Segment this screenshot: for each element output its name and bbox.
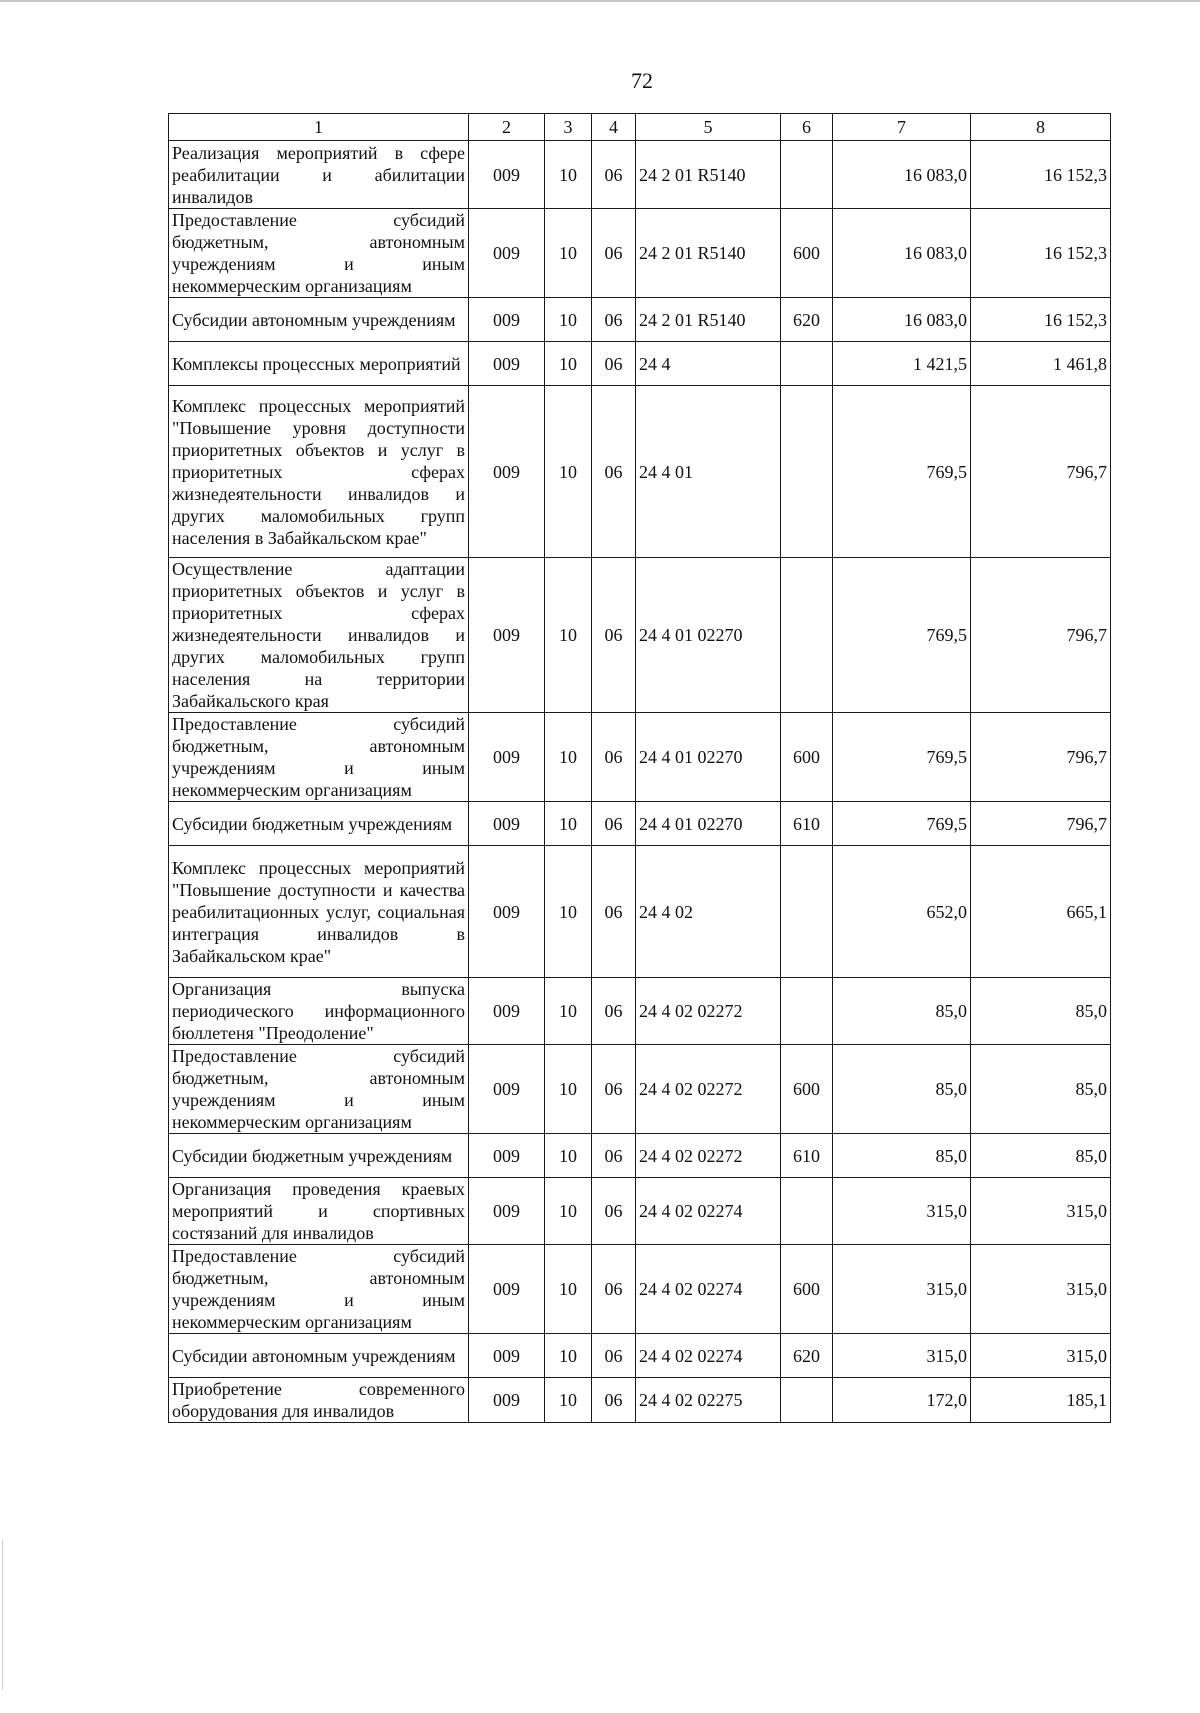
table-row (169, 1178, 1111, 1245)
subsection-code: 06 (592, 1378, 636, 1423)
chapter-code: 009 (469, 1378, 545, 1423)
table-header-row (169, 114, 1111, 141)
amount-year-1: 315,0 (833, 1178, 971, 1245)
amount-year-2: 665,1 (971, 846, 1111, 978)
amount-year-2: 85,0 (971, 1045, 1111, 1134)
row-description: Субсидии бюджетным учреждениям (169, 1134, 469, 1178)
section-code: 10 (545, 846, 592, 978)
column-header: 1 (169, 114, 469, 141)
target-article-code: 24 4 01 02270 (636, 558, 781, 713)
chapter-code: 009 (469, 209, 545, 298)
table-row (169, 342, 1111, 386)
row-description: Предоставление субсидий бюджетным, автономным учреждениям и иным некоммерческим организациям (169, 1045, 469, 1134)
section-code: 10 (545, 558, 592, 713)
expense-type-code: 620 (781, 1334, 833, 1378)
amount-year-1: 769,5 (833, 802, 971, 846)
expense-type-code (781, 342, 833, 386)
subsection-code: 06 (592, 342, 636, 386)
row-description: Субсидии бюджетным учреждениям (169, 802, 469, 846)
subsection-code: 06 (592, 1245, 636, 1334)
amount-year-2: 1 461,8 (971, 342, 1111, 386)
table-row (169, 802, 1111, 846)
section-code: 10 (545, 209, 592, 298)
subsection-code: 06 (592, 846, 636, 978)
expense-type-code (781, 978, 833, 1045)
chapter-code: 009 (469, 846, 545, 978)
subsection-code: 06 (592, 1134, 636, 1178)
row-description: Комплекс процессных мероприятий "Повышение доступности и качества реабилитационных услуг, социальная интеграция инвалидов в Забайкальском крае" (169, 846, 469, 978)
row-description: Осуществление адаптации приоритетных объектов и услуг в приоритетных сферах жизнедеятельности инвалидов и других маломобильных групп населения на территории Забайкальского края (169, 558, 469, 713)
target-article-code: 24 4 01 02270 (636, 713, 781, 802)
amount-year-2: 16 152,3 (971, 209, 1111, 298)
chapter-code: 009 (469, 558, 545, 713)
table-row (169, 846, 1111, 978)
section-code: 10 (545, 1045, 592, 1134)
table-row (169, 209, 1111, 298)
target-article-code: 24 4 02 02274 (636, 1334, 781, 1378)
subsection-code: 06 (592, 802, 636, 846)
target-article-code: 24 4 02 02274 (636, 1178, 781, 1245)
expense-type-code: 610 (781, 1134, 833, 1178)
expense-type-code (781, 386, 833, 558)
target-article-code: 24 4 02 02272 (636, 1134, 781, 1178)
section-code: 10 (545, 978, 592, 1045)
section-code: 10 (545, 1245, 592, 1334)
column-header: 6 (781, 114, 833, 141)
table-row (169, 386, 1111, 558)
target-article-code: 24 2 01 R5140 (636, 209, 781, 298)
subsection-code: 06 (592, 1045, 636, 1134)
row-description: Приобретение современного оборудования для инвалидов (169, 1378, 469, 1423)
table-row (169, 298, 1111, 342)
amount-year-1: 85,0 (833, 978, 971, 1045)
section-code: 10 (545, 1334, 592, 1378)
expense-type-code: 600 (781, 1245, 833, 1334)
amount-year-1: 172,0 (833, 1378, 971, 1423)
table-row (169, 1134, 1111, 1178)
table-row (169, 713, 1111, 802)
table-row (169, 141, 1111, 209)
amount-year-2: 185,1 (971, 1378, 1111, 1423)
subsection-code: 06 (592, 209, 636, 298)
target-article-code: 24 4 02 02272 (636, 1045, 781, 1134)
amount-year-2: 85,0 (971, 978, 1111, 1045)
chapter-code: 009 (469, 298, 545, 342)
chapter-code: 009 (469, 386, 545, 558)
row-description: Предоставление субсидий бюджетным, автономным учреждениям и иным некоммерческим организациям (169, 209, 469, 298)
expense-type-code: 600 (781, 1045, 833, 1134)
row-description: Комплекс процессных мероприятий "Повышение уровня доступности приоритетных объектов и услуг в приоритетных сферах жизнедеятельности инвалидов и других маломобильных групп населения в Забайкальском крае" (169, 386, 469, 558)
table-row (169, 1045, 1111, 1134)
row-description: Субсидии автономным учреждениям (169, 1334, 469, 1378)
amount-year-1: 16 083,0 (833, 298, 971, 342)
amount-year-1: 769,5 (833, 558, 971, 713)
subsection-code: 06 (592, 978, 636, 1045)
section-code: 10 (545, 1178, 592, 1245)
section-code: 10 (545, 141, 592, 209)
target-article-code: 24 2 01 R5140 (636, 298, 781, 342)
amount-year-1: 652,0 (833, 846, 971, 978)
column-header: 2 (469, 114, 545, 141)
row-description: Реализация мероприятий в сфере реабилитации и абилитации инвалидов (169, 141, 469, 209)
chapter-code: 009 (469, 1045, 545, 1134)
target-article-code: 24 4 01 (636, 386, 781, 558)
scan-edge-top (0, 0, 1200, 2)
subsection-code: 06 (592, 713, 636, 802)
chapter-code: 009 (469, 1245, 545, 1334)
amount-year-2: 315,0 (971, 1334, 1111, 1378)
amount-year-1: 16 083,0 (833, 209, 971, 298)
subsection-code: 06 (592, 298, 636, 342)
table-row (169, 1378, 1111, 1423)
row-description: Предоставление субсидий бюджетным, автономным учреждениям и иным некоммерческим организациям (169, 713, 469, 802)
subsection-code: 06 (592, 141, 636, 209)
section-code: 10 (545, 298, 592, 342)
expense-type-code (781, 846, 833, 978)
section-code: 10 (545, 1134, 592, 1178)
amount-year-1: 315,0 (833, 1245, 971, 1334)
table-body (169, 114, 1111, 1423)
amount-year-1: 769,5 (833, 386, 971, 558)
amount-year-2: 16 152,3 (971, 298, 1111, 342)
row-description: Комплексы процессных мероприятий (169, 342, 469, 386)
section-code: 10 (545, 713, 592, 802)
table-row (169, 558, 1111, 713)
budget-table (168, 113, 1111, 1423)
target-article-code: 24 4 02 (636, 846, 781, 978)
chapter-code: 009 (469, 713, 545, 802)
amount-year-1: 769,5 (833, 713, 971, 802)
row-description: Предоставление субсидий бюджетным, автономным учреждениям и иным некоммерческим организациям (169, 1245, 469, 1334)
target-article-code: 24 4 02 02272 (636, 978, 781, 1045)
amount-year-2: 85,0 (971, 1134, 1111, 1178)
row-description: Организация проведения краевых мероприятий и спортивных состязаний для инвалидов (169, 1178, 469, 1245)
expense-type-code: 620 (781, 298, 833, 342)
chapter-code: 009 (469, 978, 545, 1045)
expense-type-code (781, 558, 833, 713)
amount-year-1: 1 421,5 (833, 342, 971, 386)
expense-type-code: 600 (781, 209, 833, 298)
subsection-code: 06 (592, 558, 636, 713)
amount-year-2: 16 152,3 (971, 141, 1111, 209)
column-header: 3 (545, 114, 592, 141)
section-code: 10 (545, 802, 592, 846)
expense-type-code (781, 141, 833, 209)
subsection-code: 06 (592, 1334, 636, 1378)
chapter-code: 009 (469, 1178, 545, 1245)
amount-year-1: 85,0 (833, 1045, 971, 1134)
expense-type-code (781, 1178, 833, 1245)
expense-type-code (781, 1378, 833, 1423)
target-article-code: 24 4 (636, 342, 781, 386)
amount-year-2: 796,7 (971, 802, 1111, 846)
table-row (169, 978, 1111, 1045)
expense-type-code: 610 (781, 802, 833, 846)
table-row (169, 1245, 1111, 1334)
amount-year-2: 796,7 (971, 558, 1111, 713)
target-article-code: 24 4 02 02275 (636, 1378, 781, 1423)
row-description: Организация выпуска периодического информационного бюллетеня "Преодоление" (169, 978, 469, 1045)
section-code: 10 (545, 1378, 592, 1423)
amount-year-1: 16 083,0 (833, 141, 971, 209)
amount-year-2: 315,0 (971, 1178, 1111, 1245)
section-code: 10 (545, 386, 592, 558)
expense-type-code: 600 (781, 713, 833, 802)
subsection-code: 06 (592, 386, 636, 558)
column-header: 5 (636, 114, 781, 141)
amount-year-1: 85,0 (833, 1134, 971, 1178)
target-article-code: 24 4 01 02270 (636, 802, 781, 846)
row-description: Субсидии автономным учреждениям (169, 298, 469, 342)
column-header: 4 (592, 114, 636, 141)
section-code: 10 (545, 342, 592, 386)
table-row (169, 1334, 1111, 1378)
column-header: 7 (833, 114, 971, 141)
column-header: 8 (971, 114, 1111, 141)
chapter-code: 009 (469, 802, 545, 846)
chapter-code: 009 (469, 1134, 545, 1178)
amount-year-2: 796,7 (971, 713, 1111, 802)
chapter-code: 009 (469, 342, 545, 386)
scan-edge-left (2, 1540, 3, 1690)
amount-year-2: 315,0 (971, 1245, 1111, 1334)
subsection-code: 06 (592, 1178, 636, 1245)
chapter-code: 009 (469, 1334, 545, 1378)
amount-year-1: 315,0 (833, 1334, 971, 1378)
target-article-code: 24 2 01 R5140 (636, 141, 781, 209)
target-article-code: 24 4 02 02274 (636, 1245, 781, 1334)
amount-year-2: 796,7 (971, 386, 1111, 558)
page-number: 72 (631, 68, 653, 93)
chapter-code: 009 (469, 141, 545, 209)
